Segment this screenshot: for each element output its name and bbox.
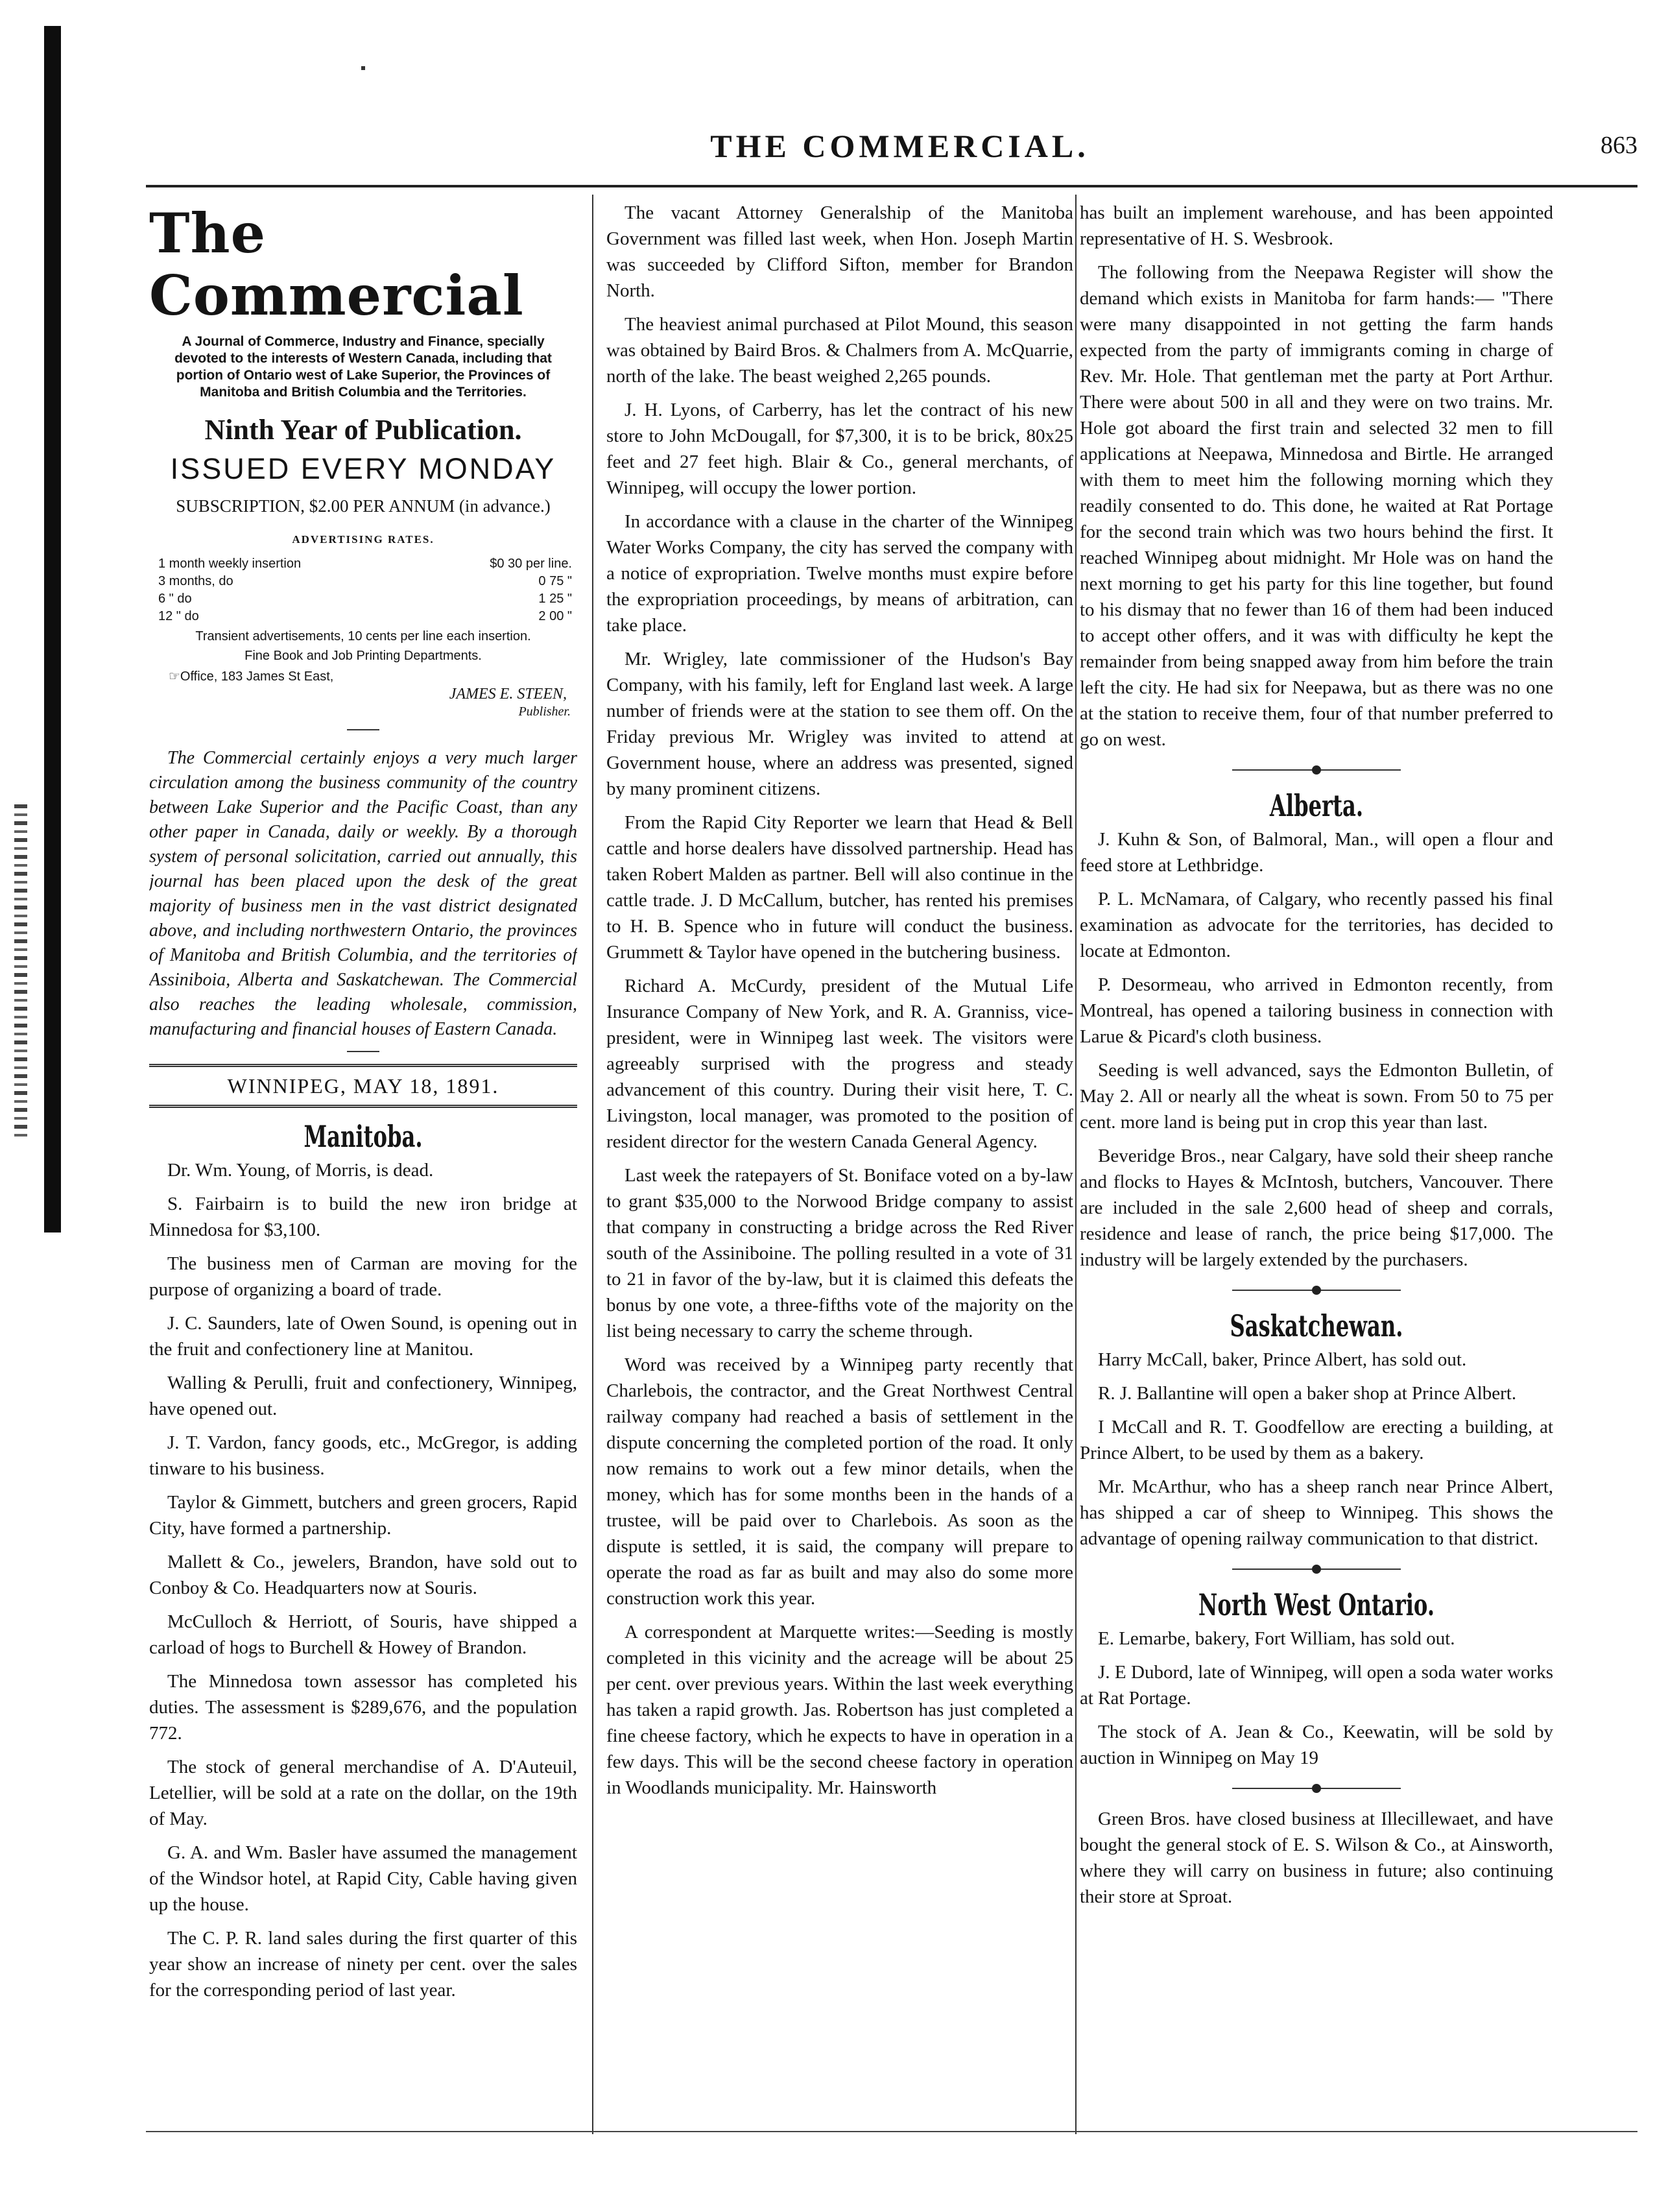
- rate-label: 6 " do: [158, 592, 192, 606]
- rates-table: [149, 555, 577, 625]
- column-1: [149, 200, 577, 2130]
- news-item: Walling & Perulli, fruit and confectionery, Winnipeg, have opened out.: [149, 1373, 577, 1419]
- column-divider: [592, 195, 593, 2134]
- section-heading-north-west-ontario: North West Ontario.: [1198, 1587, 1435, 1622]
- news-item: has built an implement warehouse, and has been appointed representative of H. S. Wesbrook.: [1080, 202, 1553, 249]
- news-item: J. T. Vardon, fancy goods, etc., McGregor, is adding tinware to his business.: [149, 1432, 577, 1479]
- rate-row: [149, 573, 577, 590]
- rate-row: [149, 555, 577, 573]
- short-rule: [347, 1051, 379, 1052]
- scan-clip-mark: [14, 804, 27, 1142]
- news-item: P. L. McNamara, of Calgary, who recently passed his final examination as advocate for the territories, has decided to locate at Edmonton.: [1080, 889, 1553, 961]
- dateline-box: [149, 1064, 577, 1108]
- rate-value: 0 75 ": [538, 574, 572, 588]
- dateline: WINNIPEG, MAY 18, 1891.: [227, 1074, 499, 1098]
- separator-ornament: [1312, 1286, 1321, 1295]
- publisher-title: Publisher.: [518, 704, 571, 719]
- news-item: J. C. Saunders, late of Owen Sound, is opening out in the fruit and confectionery line at Manitou.: [149, 1313, 577, 1360]
- footer-rule: [146, 2131, 1637, 2132]
- news-item: Last week the ratepayers of St. Boniface voted on a by-law to grant $35,000 to the Norwood Bridge company to assist that company in constructing a bridge across the Red River south of the Assiniboine. The polling resulted in a vote of 31 to 21 in favor of the by-law, but it is claimed this defeats the bonus by one vote, a three-fifths vote of the majority on the list being necessary to carry the scheme through.: [606, 1165, 1073, 1341]
- news-item: E. Lemarbe, bakery, Fort William, has sold out.: [1098, 1628, 1455, 1649]
- printing-departments: Fine Book and Job Printing Departments.: [244, 649, 482, 663]
- news-item: The business men of Carman are moving for the purpose of organizing a board of trade.: [149, 1253, 577, 1300]
- news-item: Harry McCall, baker, Prince Albert, has sold out.: [1098, 1349, 1467, 1370]
- news-item: J. Kuhn & Son, of Balmoral, Man., will open a flour and feed store at Lethbridge.: [1080, 829, 1553, 876]
- rate-row: [149, 590, 577, 608]
- issued-every-monday: ISSUED EVERY MONDAY: [170, 452, 556, 485]
- news-item: G. A. and Wm. Basler have assumed the management of the Windsor hotel, at Rapid City, Cable having given up the house.: [149, 1842, 577, 1915]
- scan-binding-edge: [44, 26, 61, 1232]
- section-heading-saskatchewan: Saskatchewan.: [1230, 1308, 1403, 1343]
- news-item: The vacant Attorney Generalship of the Manitoba Government was filled last week, when Hon. Joseph Martin was succeeded by Clifford Sifton, member for Brandon North.: [606, 202, 1073, 301]
- news-item: Green Bros. have closed business at Illecillewaet, and have bought the general stock of E. S. Wilson & Co., at Ainsworth, where they will carry on business in future; also continuing their store at Sproat.: [1080, 1809, 1553, 1907]
- short-rule: [347, 729, 379, 730]
- news-item: The stock of general merchandise of A. D'Auteuil, Letellier, will be sold at a rate on the dollar, on the 19th of May.: [149, 1757, 577, 1829]
- news-item: The following from the Neepawa Register will show the demand which exists in Manitoba for farm hands:— "There were many disappointed in not getting the farm hands expected from the party of immigrants coming in charge of Rev. Mr. Hole. That gentleman met the party at Port Arthur. There were about 500 in all and they were on two trains. Mr. Hole got aboard the first train and selected 32 men to fill applications at Neepawa, Minnedosa and Birtle. He arranged with them to meet him the following morning which they readily consented to do. This done, he waited at Rat Portage for the second train which was two hours behind the first. It reached Winnipeg about midnight. Mr Hole was on hand the next morning to get his party for this line together, but found to his dismay that no fewer than 16 of them had been induced to accept other offers, and it was with difficulty he kept the remainder from being snapped away from him before the train left the city. He had six for Neepawa, but as there was no one at the station to receive them, four of that number preferred to go on west.: [1080, 262, 1553, 750]
- section-separator: [1232, 1290, 1401, 1291]
- news-item: Taylor & Gimmett, butchers and green grocers, Rapid City, have formed a partnership.: [149, 1492, 577, 1539]
- section-separator: [1232, 769, 1401, 771]
- advertising-rates-heading: ADVERTISING RATES.: [292, 533, 435, 546]
- separator-ornament: [1312, 1565, 1321, 1574]
- news-item: Richard A. McCurdy, president of the Mutual Life Insurance Company of New York, and R. A. Granniss, vice-president, were in Winnipeg last week. The visitors were agreeably surprised with the progress and steady advancement of this country. During their visit here, T. C. Livingston, local manager, was promoted to the position of resident director for the western Canada General Agency.: [606, 976, 1073, 1152]
- scan-speck: [361, 66, 365, 70]
- running-title: THE COMMERCIAL.: [710, 128, 1089, 164]
- rate-value: $0 30 per line.: [490, 557, 572, 571]
- news-item: Dr. Wm. Young, of Morris, is dead.: [167, 1160, 434, 1181]
- section-separator: [1232, 1569, 1401, 1570]
- news-item: Beveridge Bros., near Calgary, have sold their sheep ranche and flocks to Hayes & McIntosh, butchers, Vancouver. There are included in the sale 2,600 head of sheep and corrals, residence and lease of ranch, the price being $17,000. The industry will be largely extended by the purchasers.: [1080, 1146, 1553, 1270]
- news-item: Mr. McArthur, who has a sheep ranch near Prince Albert, has shipped a car of sheep to Winnipeg. This shows the advantage of opening railway communication to that district.: [1080, 1476, 1553, 1549]
- office-address: ☞Office, 183 James St East,: [169, 669, 334, 684]
- subscription-rate: SUBSCRIPTION, $2.00 PER ANNUM (in advance.): [176, 496, 551, 516]
- ninth-year: Ninth Year of Publication.: [204, 414, 522, 446]
- news-item: J. H. Lyons, of Carberry, has let the contract of his new store to John McDougall, for $7,300, it is to be brick, 80x25 feet and 27 feet high. Blair & Co., general merchants, of Winnipeg, will occupy the lower portion.: [606, 400, 1073, 498]
- news-item: In accordance with a clause in the charter of the Winnipeg Water Works Company, the city has served the company with a notice of expropriation. Twelve months must expire before the expropriation proceedings, by means of arbitration, can take place.: [606, 511, 1073, 636]
- section-heading-manitoba: Manitoba.: [304, 1119, 423, 1154]
- section-separator: [1232, 1788, 1401, 1789]
- news-item: R. J. Ballantine will open a baker shop at Prince Albert.: [1098, 1383, 1517, 1404]
- news-item: A correspondent at Marquette writes:—Seeding is mostly completed in this vicinity and the acreage will be about 25 per cent. over previous years. Within the last week everything has taken a rapid growth. Jas. Robertson has just completed a fine cheese factory, which he expects to have in operation in a few days. This will be the second cheese factory in operation in Woodlands municipality. Mr. Hainsworth: [606, 1622, 1073, 1798]
- journal-description: A Journal of Commerce, Industry and Finance, specially devoted to the interests of Western Canada, including that portion of Ontario west of Lake Superior, the Provinces of Manitoba and British Columbia and the Territories.: [174, 334, 552, 400]
- news-item: Mr. Wrigley, late commissioner of the Hudson's Bay Company, with his family, left for England last week. A large number of friends were at the station to see them off. On the Friday previous Mr. Wrigley was invited to attend at Government house, where an address was presented, signed by many prominent citizens.: [606, 649, 1073, 799]
- news-item: From the Rapid City Reporter we learn that Head & Bell cattle and horse dealers have dissolved partnership. Head has taken Robert Malden as partner. Bell will also continue in the cattle trade. J. D McCallum, butcher, has rented his premises to H. B. Spence who in future will conduct the business. Grummett & Taylor have opened in the butchering business.: [606, 812, 1073, 963]
- news-item: S. Fairbairn is to build the new iron bridge at Minnedosa for $3,100.: [149, 1194, 577, 1240]
- column-3: [1080, 200, 1553, 2130]
- page-header: [143, 127, 1655, 179]
- header-rule: [146, 185, 1637, 187]
- column-2: [606, 200, 1073, 2130]
- rate-value: 1 25 ": [538, 592, 572, 606]
- news-item: J. E Dubord, late of Winnipeg, will open a soda water works at Rat Portage.: [1080, 1662, 1553, 1709]
- news-item: Mallett & Co., jewelers, Brandon, have sold out to Conboy & Co. Headquarters now at Souris.: [149, 1552, 577, 1598]
- section-heading-alberta: Alberta.: [1269, 788, 1364, 823]
- separator-ornament: [1312, 765, 1321, 775]
- news-item: Word was received by a Winnipeg party recently that Charlebois, the contractor, and the Great Northwest Central railway company had reached a basis of settlement in the dispute concerning the completed portion of the road. It only now remains to work out a few minor details, when the money, which has for some months been in the hands of a trustee, will be paid over to Charlebois. As soon as the dispute is settled, it is said, the company will prepare to operate the road as far as built and may also do some more construction work this year.: [606, 1354, 1073, 1609]
- news-item: The stock of A. Jean & Co., Keewatin, will be sold by auction in Winnipeg on May 19: [1080, 1722, 1553, 1768]
- transient-ads-note: Transient advertisements, 10 cents per line each insertion.: [195, 629, 531, 643]
- rate-label: 12 " do: [158, 609, 199, 623]
- column-divider: [1075, 195, 1077, 2134]
- circulation-note: The Commercial certainly enjoys a very much larger circulation among the business community of the country between Lake Superior and the Pacific Coast, than any other paper in Canada, daily or weekly. By a thorough system of personal solicitation, carried out annually, this journal has been placed upon the desk of the great majority of business men in the vast district designated above, and including northwestern Ontario, the provinces of Manitoba and British Columbia, and the territories of Assiniboia, Alberta and Saskatchewan. The Commercial also reaches the leading wholesale, commission, manufacturing and financial houses of Eastern Canada.: [149, 748, 577, 1039]
- news-item: I McCall and R. T. Goodfellow are erecting a building, at Prince Albert, to be used by them as a bakery.: [1080, 1417, 1553, 1463]
- news-item: P. Desormeau, who arrived in Edmonton recently, from Montreal, has opened a tailoring business in connection with Larue & Picard's cloth business.: [1080, 974, 1553, 1047]
- news-item: Seeding is well advanced, says the Edmonton Bulletin, of May 2. All or nearly all the wheat is sown. From 50 to 75 per cent. more land is being put in crop this year than last.: [1080, 1060, 1553, 1133]
- news-item: The Minnedosa town assessor has completed his duties. The assessment is $289,676, and the population 772.: [149, 1671, 577, 1744]
- masthead-title: The Commercial: [149, 201, 524, 328]
- rate-label: 3 months, do: [158, 574, 233, 588]
- news-item: McCulloch & Herriott, of Souris, have shipped a carload of hogs to Burchell & Howey of Brandon.: [149, 1611, 577, 1658]
- rate-row: [149, 608, 577, 625]
- rate-label: 1 month weekly insertion: [158, 557, 302, 571]
- publisher-name: JAMES E. STEEN,: [449, 686, 567, 703]
- page-number: 863: [1601, 132, 1637, 159]
- rate-value: 2 00 ": [538, 609, 572, 623]
- news-item: The heaviest animal purchased at Pilot Mound, this season was obtained by Baird Bros. & Chalmers from A. McQuarrie, north of the lake. The beast weighed 2,265 pounds.: [606, 314, 1073, 387]
- separator-ornament: [1312, 1784, 1321, 1793]
- news-item: The C. P. R. land sales during the first quarter of this year show an increase of ninety per cent. over the sales for the corresponding period of last year.: [149, 1928, 577, 2001]
